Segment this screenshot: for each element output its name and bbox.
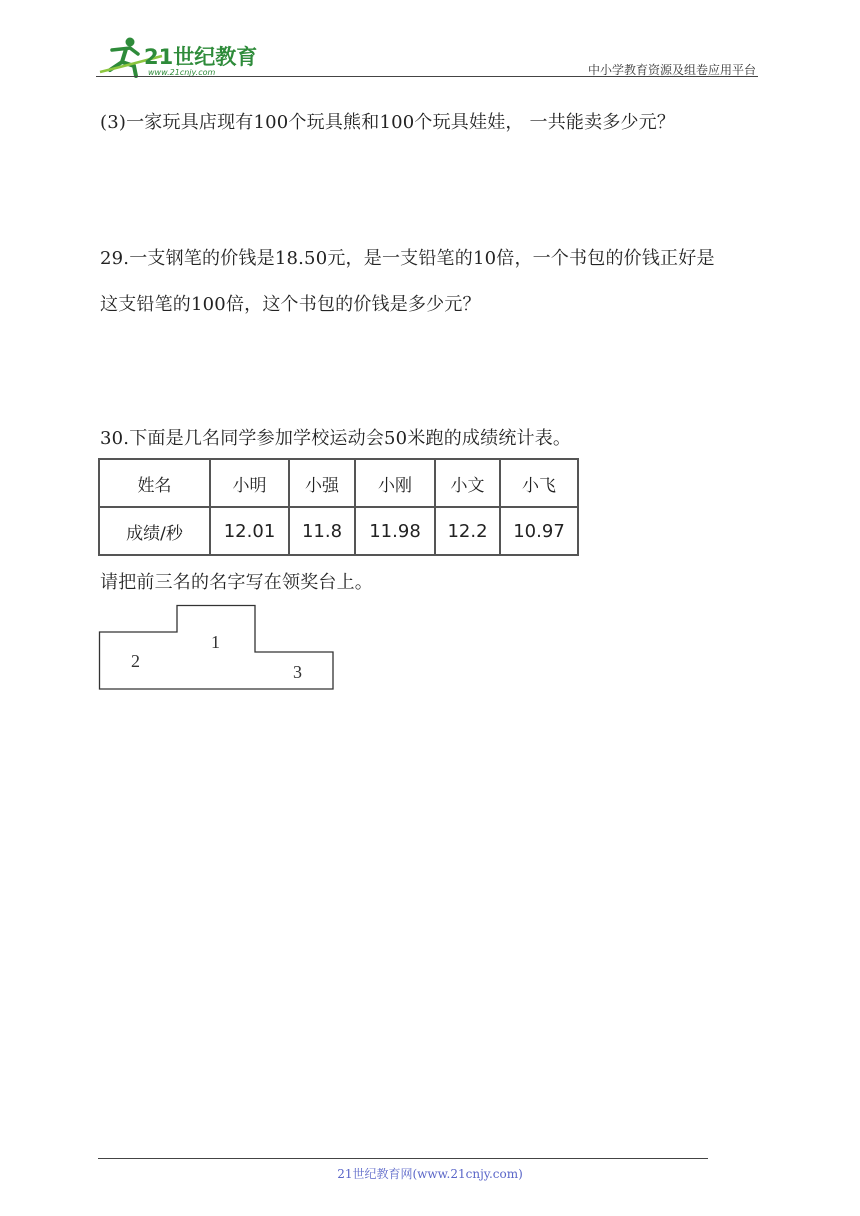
site-logo bbox=[92, 34, 267, 80]
results-table bbox=[98, 458, 579, 556]
table-cell: 小飞 bbox=[500, 459, 578, 507]
table-row bbox=[99, 459, 578, 507]
question-29-line-2: 这支铅笔的100倍，这个书包的价钱是多少元？ bbox=[100, 294, 481, 315]
footer-text: 21世纪教育网(www.21cnjy.com) bbox=[337, 1167, 523, 1181]
podium-label-second: 2 bbox=[131, 651, 140, 671]
table-cell: 小明 bbox=[210, 459, 289, 507]
table-row bbox=[99, 507, 578, 555]
table-cell: 小强 bbox=[289, 459, 355, 507]
header-divider bbox=[96, 76, 758, 77]
table-cell: 小文 bbox=[435, 459, 500, 507]
table-cell: 12.2 bbox=[435, 507, 500, 555]
podium-label-first: 1 bbox=[211, 632, 220, 652]
podium-diagram bbox=[98, 604, 338, 694]
question-28-part-3: (3)一家玩具店现有100个玩具熊和100个玩具娃娃， 一共能卖多少元？ bbox=[100, 112, 676, 133]
table-cell: 11.8 bbox=[289, 507, 355, 555]
table-cell: 11.98 bbox=[355, 507, 435, 555]
row-header-score: 成绩/秒 bbox=[99, 507, 210, 555]
header-tagline: 中小学教育资源及组卷应用平台 bbox=[587, 63, 756, 77]
logo-wordmark: 21世纪教育 bbox=[144, 45, 258, 69]
table-cell: 12.01 bbox=[210, 507, 289, 555]
question-30-instruction: 请把前三名的名字写在领奖台上。 bbox=[100, 572, 373, 593]
table-cell: 10.97 bbox=[500, 507, 578, 555]
question-30-intro: 30.下面是几名同学参加学校运动会50米跑的成绩统计表。 bbox=[100, 428, 572, 449]
logo-url: www.21cnjy.com bbox=[148, 68, 216, 77]
footer-divider bbox=[98, 1158, 708, 1159]
question-29-line-1: 29.一支钢笔的价钱是18.50元，是一支铅笔的10倍，一个书包的价钱正好是 bbox=[100, 248, 715, 269]
row-header-name: 姓名 bbox=[99, 459, 210, 507]
podium-label-third: 3 bbox=[293, 662, 302, 682]
table-cell: 小刚 bbox=[355, 459, 435, 507]
